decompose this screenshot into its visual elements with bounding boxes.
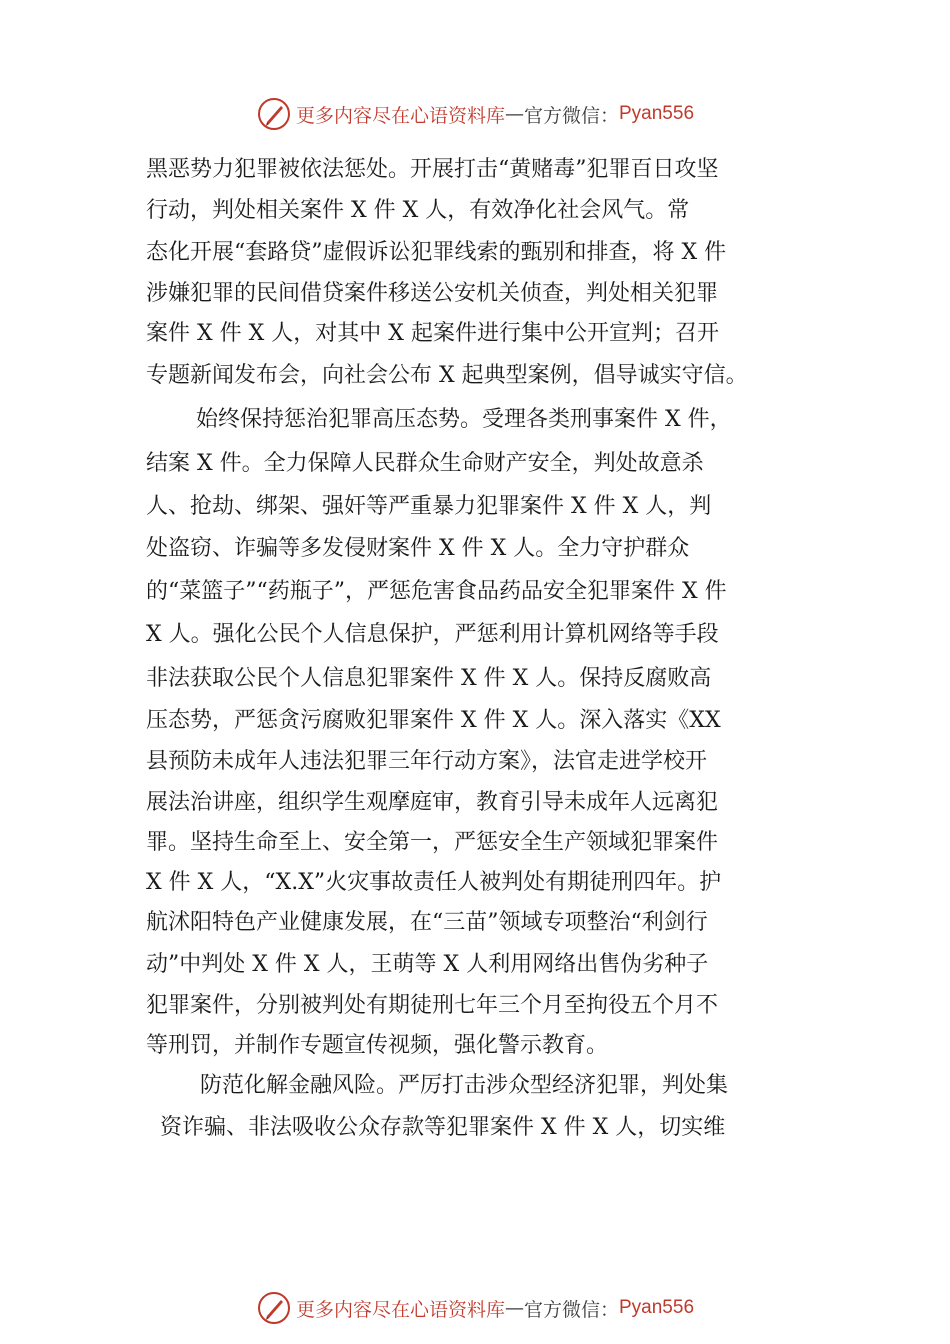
text-line: 黑恶势力犯罪被依法惩处。开展打击“黄赌毒”犯罪百日攻坚	[146, 157, 719, 182]
text-line: 罪。坚持生命至上、安全第一，严惩安全生产领域犯罪案件	[146, 830, 719, 855]
text-line: 处盗窃、诈骗等多发侵财案件 X 件 X 人。全力守护群众	[146, 536, 690, 561]
text-line: X 件 X 人，“X.X”火灾事故责任人被判处有期徒刑四年。护	[146, 870, 722, 895]
text-line: 压态势，严惩贪污腐败犯罪案件 X 件 X 人。深入落实《XX	[146, 708, 721, 733]
text-line: 态化开展“套路贷”虚假诉讼犯罪线索的甄别和排查，将 X 件	[146, 240, 727, 265]
text-line: 展法治讲座，组织学生观摩庭审，教育引导未成年人远离犯	[146, 790, 719, 815]
pen-logo-icon	[256, 96, 292, 132]
text-line: 资诈骗、非法吸收公众存款等犯罪案件 X 件 X 人，切实维	[160, 1115, 726, 1140]
text-line: 航沭阳特色产业健康发展，在“三苗”领域专项整治“利剑行	[146, 910, 708, 935]
text-line: 县预防未成年人违法犯罪三年行动方案》，法官走进学校开	[146, 749, 708, 774]
text-line: 涉嫌犯罪的民间借贷案件移送公安机关侦查，判处相关犯罪	[146, 281, 719, 306]
text-line: 犯罪案件，分别被判处有期徒刑七年三个月至拘役五个月不	[146, 993, 719, 1018]
banner-wechat-label: 官方微信：	[523, 104, 619, 127]
text-line: 人、抢劫、绑架、强奸等严重暴力犯罪案件 X 件 X 人，判	[146, 494, 712, 519]
text-line: 防范化解金融风险。严厉打击涉众型经济犯罪，判处集	[200, 1073, 729, 1098]
banner-wechat-label: 官方微信：	[523, 1298, 619, 1321]
banner-wechat-id: Pyan556	[619, 103, 695, 124]
banner-title: 更多内容尽在心语资料库	[295, 104, 505, 127]
text-line: X 人。强化公民个人信息保护，严惩利用计算机网络等手段	[146, 622, 719, 647]
footer-banner	[0, 1290, 950, 1326]
text-line: 始终保持惩治犯罪高压态势。受理各类刑事案件 X 件，	[196, 407, 732, 432]
banner-dash: —	[504, 1297, 524, 1319]
banner-wechat-id: Pyan556	[619, 1297, 695, 1318]
pen-logo-icon	[256, 1290, 292, 1326]
banner-dash: —	[504, 103, 524, 125]
text-line: 结案 X 件。全力保障人民群众生命财产安全，判处故意杀	[146, 451, 704, 476]
text-line: 动”中判处 X 件 X 人，王萌等 X 人利用网络出售伪劣种子	[146, 952, 709, 977]
banner-title: 更多内容尽在心语资料库	[295, 1298, 505, 1321]
text-line: 行动，判处相关案件 X 件 X 人，有效净化社会风气。常	[146, 198, 690, 223]
text-line: 的“菜篮子”“药瓶子”，严惩危害食品药品安全犯罪案件 X 件	[146, 579, 727, 604]
text-line: 非法获取公民个人信息犯罪案件 X 件 X 人。保持反腐败高	[146, 666, 712, 691]
header-banner	[0, 96, 950, 132]
text-line: 案件 X 件 X 人，对其中 X 起案件进行集中公开宣判；召开	[146, 321, 719, 346]
text-line: 等刑罚，并制作专题宣传视频，强化警示教育。	[146, 1033, 609, 1058]
text-line: 专题新闻发布会，向社会公布 X 起典型案例，倡导诚实守信。	[146, 363, 748, 388]
